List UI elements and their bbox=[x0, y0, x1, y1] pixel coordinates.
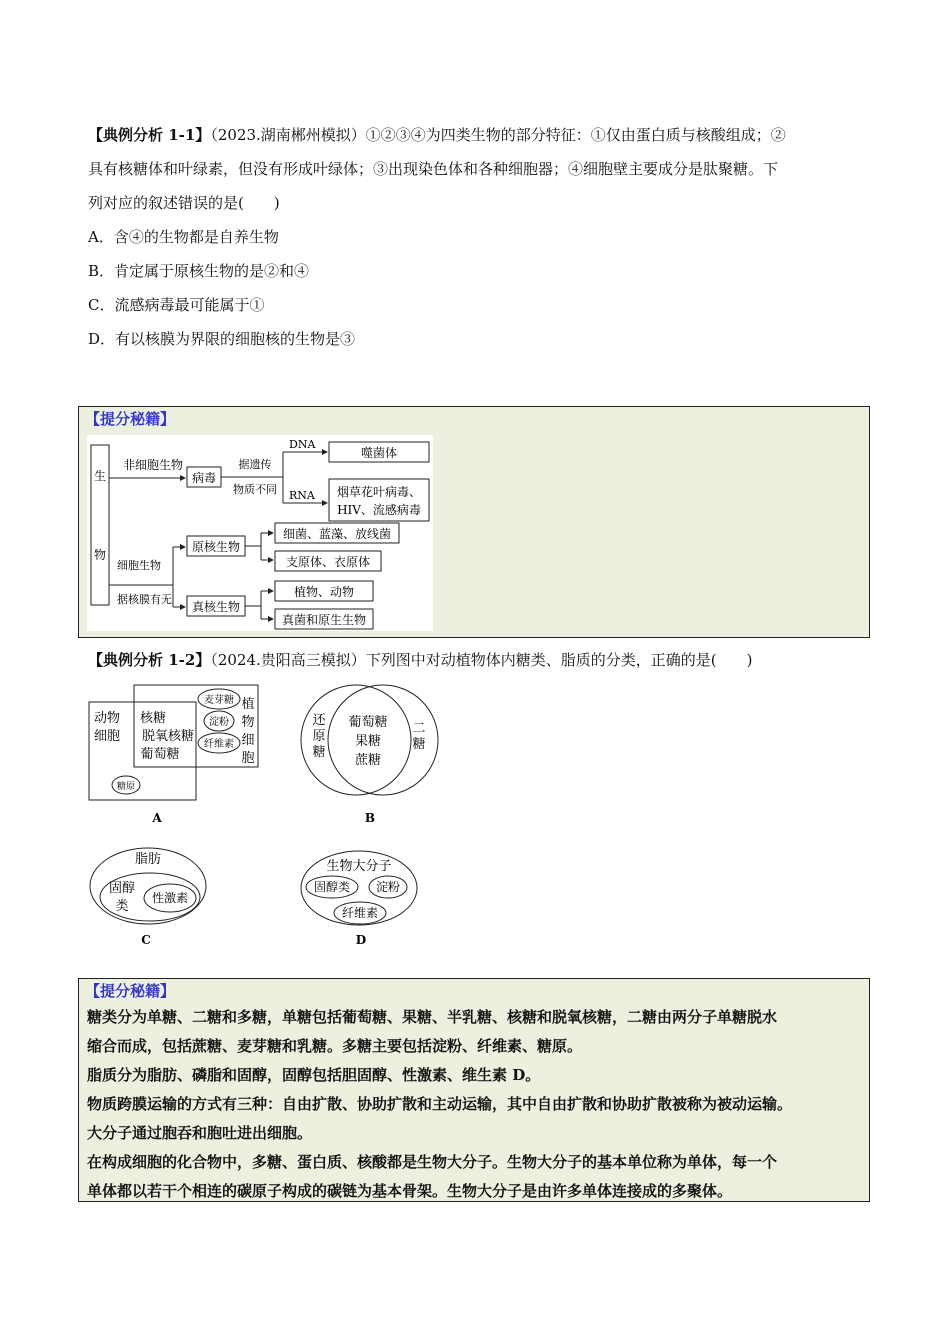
option-d[interactable]: D．有以核膜为界限的细胞核的生物是③ bbox=[88, 330, 356, 348]
eukaryote-group-1: 植物、动物 bbox=[293, 585, 355, 599]
fig-b-label: B bbox=[364, 811, 376, 825]
fig-c-inner: 性激素 bbox=[151, 891, 189, 905]
fig-b-right-1: 二 bbox=[412, 721, 426, 736]
fig-a-shared-2: 脱氧核糖 bbox=[141, 729, 195, 744]
figure-b[interactable] bbox=[298, 682, 443, 830]
fig-a-plant-3: 细 bbox=[241, 733, 255, 748]
fig-b-middle-3: 蔗糖 bbox=[354, 753, 382, 768]
basis1-line1: 据遗传 bbox=[238, 458, 272, 471]
tips-2-line-4: 物质跨膜运输的方式有三种：自由扩散、协助扩散和主动运输，其中自由扩散和协助扩散被称为被动运输。 bbox=[87, 1095, 793, 1113]
phage-label: 噬菌体 bbox=[360, 446, 398, 460]
fig-d-b: 淀粉 bbox=[375, 880, 401, 894]
option-b[interactable]: B．肯定属于原核生物的是②和④ bbox=[88, 262, 310, 280]
eukaryote-group-2: 真菌和原生生物 bbox=[281, 613, 367, 627]
root-bottom-label: 物 bbox=[93, 548, 107, 562]
fig-a-cellulose: 纤维素 bbox=[204, 739, 234, 750]
figure-d[interactable] bbox=[298, 848, 424, 950]
example-1-2-text: （2024.贵阳高三模拟）下列图中对动植物体内糖类、脂质的分类，正确的是( ) bbox=[210, 651, 753, 669]
fig-a-plant-1: 植 bbox=[241, 697, 255, 712]
fig-c-mid-1: 固醇 bbox=[108, 881, 136, 896]
fig-b-middle-1: 葡萄糖 bbox=[348, 715, 388, 730]
example-1-2 bbox=[88, 648, 752, 672]
fig-d-a: 固醇类 bbox=[313, 880, 351, 894]
fig-b-left-3: 糖 bbox=[312, 745, 326, 760]
root-top-label: 生 bbox=[93, 469, 107, 483]
rna-label: RNA bbox=[289, 489, 315, 502]
tips-2-line-3: 脂质分为脂肪、磷脂和固醇，固醇包括胆固醇、性激素、维生素 D。 bbox=[87, 1066, 541, 1084]
cell-label: 细胞生物 bbox=[117, 559, 161, 572]
rna-virus-line1: 烟草花叶病毒、 bbox=[336, 485, 422, 499]
basis2-label: 据核膜有无 bbox=[117, 593, 172, 606]
example-1-1-line-1: 【典例分析 1-1】（2023.湖南郴州模拟）①②③④为四类生物的部分特征：①仅由蛋白质与核酸组成；② bbox=[88, 126, 786, 144]
option-a[interactable]: A．含④的生物都是自养生物 bbox=[88, 228, 279, 246]
noncell-label: 非细胞生物 bbox=[123, 458, 184, 472]
fig-a-animal-2: 细胞 bbox=[93, 729, 121, 744]
organism-classification-diagram bbox=[87, 435, 433, 631]
fig-a-shared-3: 葡萄糖 bbox=[140, 747, 180, 762]
eukaryote-label: 真核生物 bbox=[191, 600, 241, 614]
example-1-1-line-2: 具有核糖体和叶绿素，但没有形成叶绿体；③出现染色体和各种细胞器；④细胞壁主要成分是肽聚糖。下 bbox=[88, 160, 779, 178]
fig-a-glycogen: 糖原 bbox=[116, 782, 136, 792]
figure-a[interactable] bbox=[86, 680, 266, 830]
fig-d-label: D bbox=[355, 933, 367, 947]
prokaryote-group-2: 支原体、衣原体 bbox=[285, 555, 371, 569]
tips-2-line-7: 单体都以若干个相连的碳原子构成的碳链为基本骨架。生物大分子是由许多单体连接成的多聚体。 bbox=[87, 1182, 733, 1200]
fig-d-outer: 生物大分子 bbox=[326, 859, 392, 874]
fig-d-c: 纤维素 bbox=[341, 906, 379, 920]
tips-box-1 bbox=[78, 406, 870, 638]
fig-b-left-2: 原 bbox=[312, 729, 326, 744]
fig-b-middle-2: 果糖 bbox=[354, 734, 382, 749]
fig-a-starch: 淀粉 bbox=[209, 717, 229, 728]
option-c[interactable]: C．流感病毒最可能属于① bbox=[88, 296, 265, 314]
fig-b-right-2: 糖 bbox=[412, 737, 426, 752]
fig-a-plant-4: 胞 bbox=[241, 751, 255, 766]
fig-a-shared-1: 核糖 bbox=[139, 711, 167, 726]
fig-a-animal-1: 动物 bbox=[93, 711, 121, 726]
figure-c[interactable] bbox=[86, 844, 216, 950]
prokaryote-label: 原核生物 bbox=[191, 540, 241, 554]
tips-2-line-6: 在构成细胞的化合物中，多糖、蛋白质、核酸都是生物大分子。生物大分子的基本单位称为单体，每一个 bbox=[87, 1153, 778, 1171]
dna-label: DNA bbox=[289, 438, 316, 451]
tips-title-1: 【提分秘籍】 bbox=[85, 410, 176, 428]
tips-2-line-5: 大分子通过胞吞和胞吐进出细胞。 bbox=[87, 1124, 313, 1142]
fig-a-plant-2: 物 bbox=[241, 715, 255, 730]
fig-b-left-1: 还 bbox=[312, 713, 326, 728]
example-1-1 bbox=[88, 118, 878, 356]
fig-a-label: A bbox=[152, 811, 162, 825]
fig-a-maltose: 麦芽糖 bbox=[204, 695, 234, 706]
tips-2-line-1: 糖类分为单糖、二糖和多糖，单糖包括葡萄糖、果糖、半乳糖、核糖和脱氧核糖，二糖由两分子单糖脱水 bbox=[87, 1008, 778, 1026]
tips-2-line-2: 缩合而成，包括蔗糖、麦芽糖和乳糖。多糖主要包括淀粉、纤维素、糖原。 bbox=[87, 1037, 583, 1055]
example-1-1-line-3: 列对应的叙述错误的是( ) bbox=[88, 194, 280, 212]
tips-box-2 bbox=[78, 978, 870, 1202]
example-1-2-tag: 【典例分析 1-2】 bbox=[88, 651, 211, 669]
rna-virus-line2: HIV、流感病毒 bbox=[337, 503, 421, 517]
fig-c-mid-2: 类 bbox=[115, 899, 129, 914]
basis1-line2: 物质不同 bbox=[233, 483, 277, 496]
tips-title-2: 【提分秘籍】 bbox=[85, 982, 176, 1000]
prokaryote-group-1: 细菌、蓝藻、放线菌 bbox=[282, 527, 392, 541]
example-1-1-tag: 【典例分析 1-1】 bbox=[88, 126, 211, 144]
virus-label: 病毒 bbox=[191, 471, 217, 485]
fig-c-outer: 脂肪 bbox=[134, 852, 162, 867]
fig-c-label: C bbox=[141, 933, 151, 947]
